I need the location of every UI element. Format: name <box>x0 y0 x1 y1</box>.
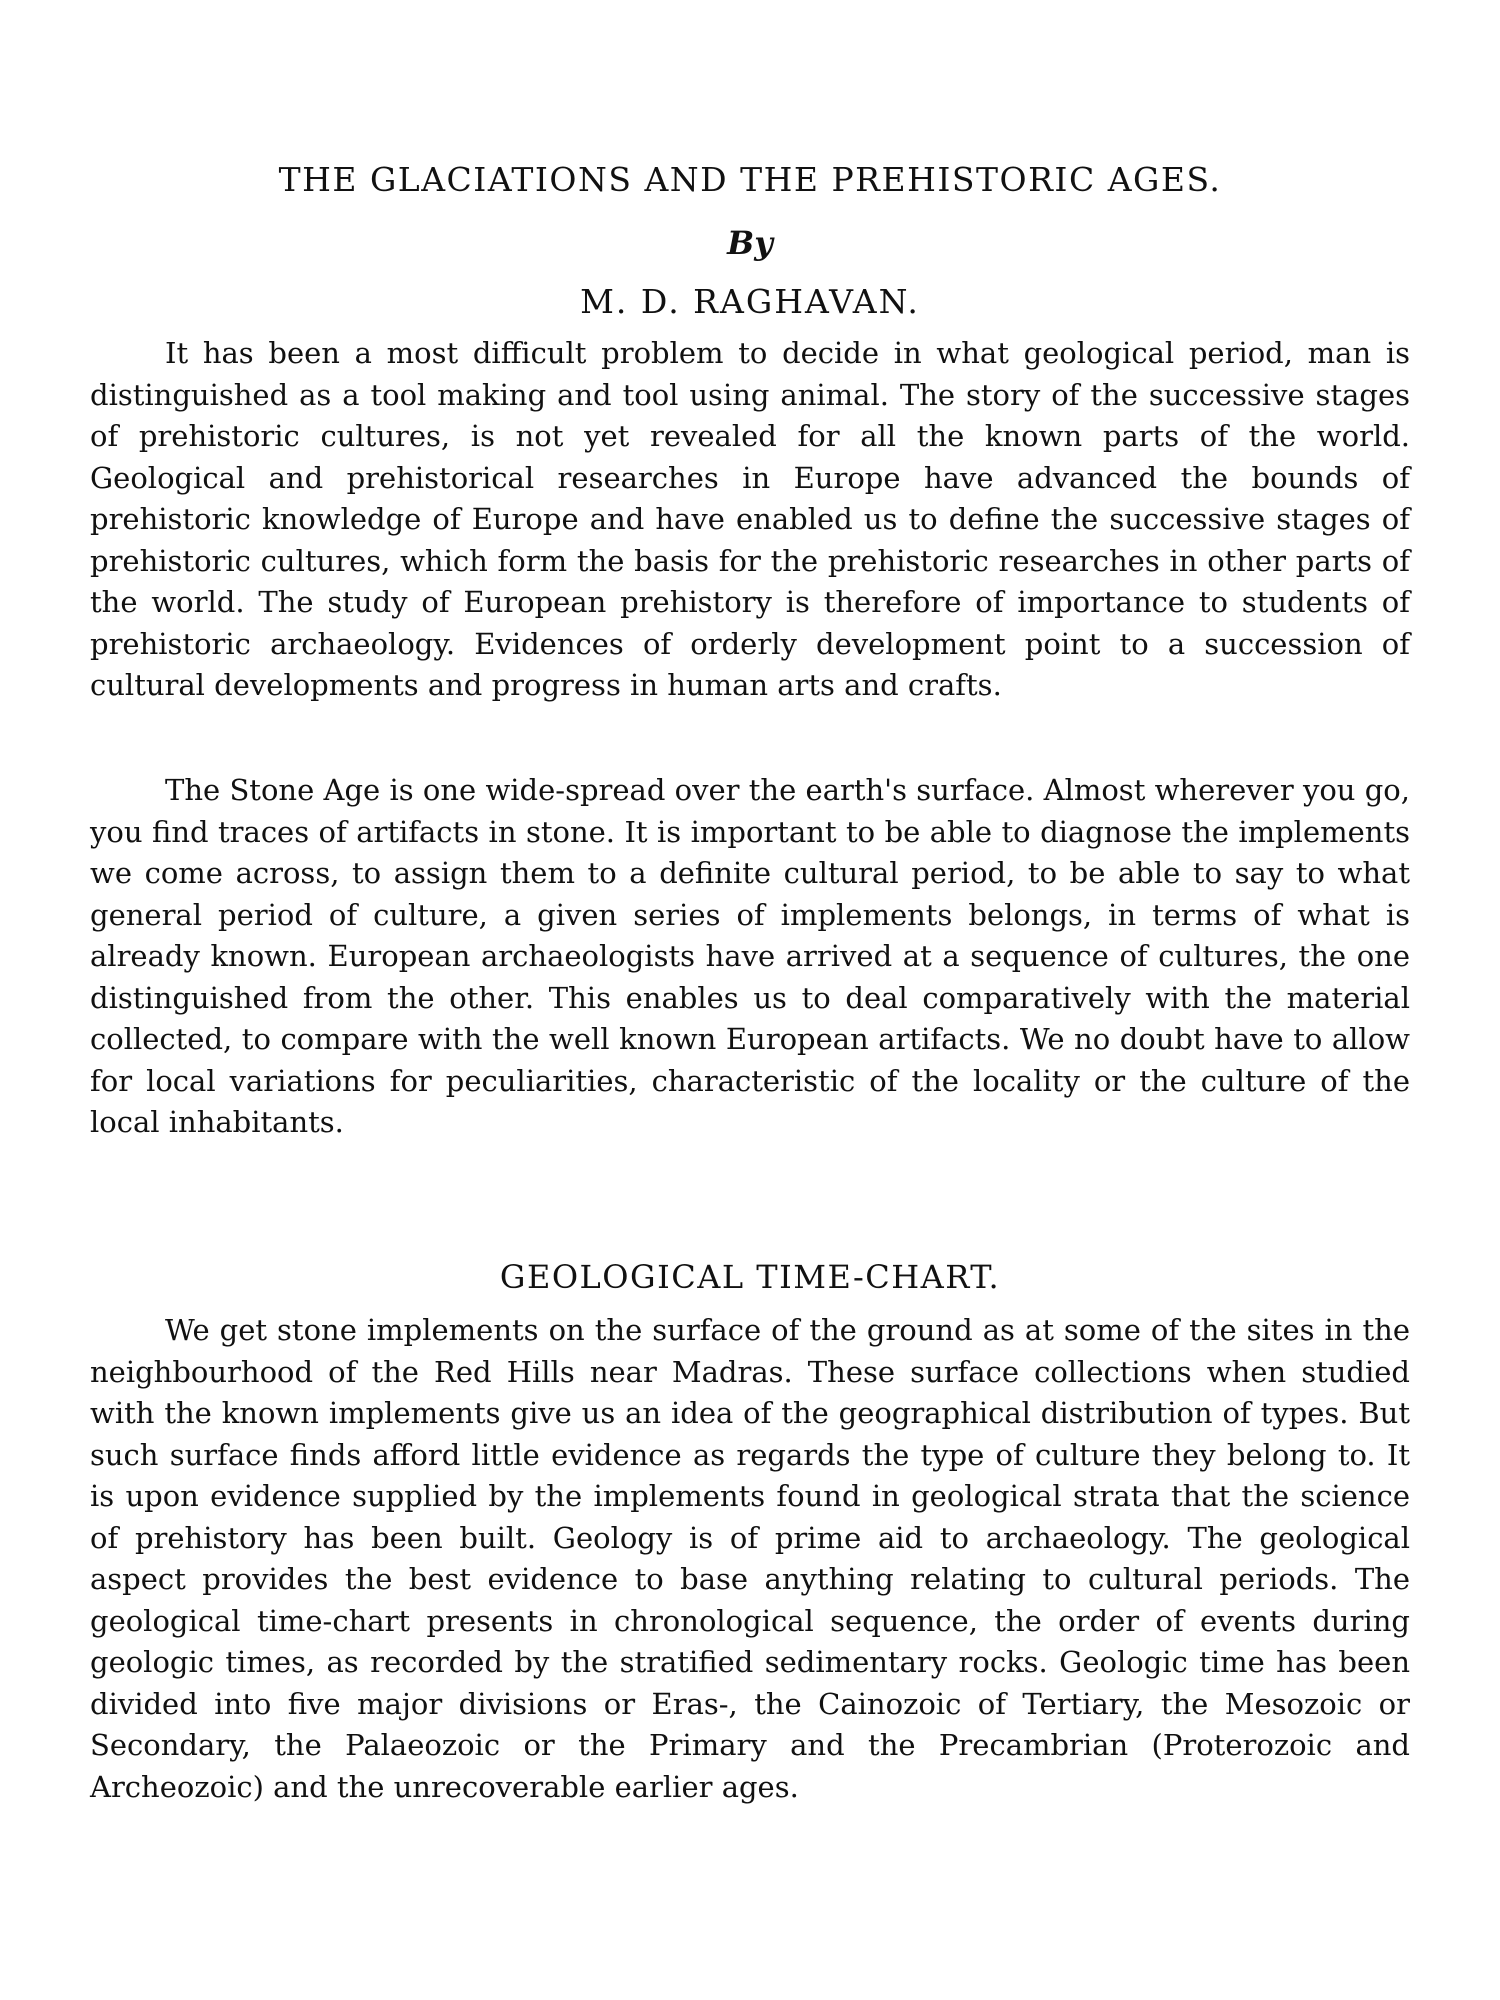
section-heading: GEOLOGICAL TIME-CHART. <box>499 1258 1001 1296</box>
paragraph: We get stone implements on the surface of the ground as at some of the sites in the neighbourhood of the Red Hills near Madras. These surface collections when studied with the known implements give us an idea of the geographical distribution of types. But such surface finds afford little evidence as regards the type of culture they belong to. It is upon evidence supplied by the implements found in geological strata that the science of prehistory has been built. Geology is of prime aid to archaeology. The geological aspect provides the best evidence to base anything relating to cultural periods. The geological time-chart presents in chronological sequence, the order of events during geologic times, as recorded by the stratified sedimentary rocks. Geologic time has been divided into five major divisions or Eras-, the Cainozoic of Tertiary, the Mesozoic or Secondary, the Palaeozoic or the Primary and the Precambrian (Proterozoic and Archeozoic) and the unrecoverable earlier ages. <box>90 1313 1410 1804</box>
paragraph: It has been a most difficult problem to decide in what geological period, man is distinguished as a tool making and tool using animal. The story of the successive stages of prehistoric cultures, is not yet revealed for all the known parts of the world. Geological and prehistorical researches in Europe have advanced the bounds of prehistoric knowledge of Europe and have enabled us to define the successive stages of prehistoric cultures, which form the basis for the prehistoric researches in other parts of the world. The study of European prehistory is therefore of importance to students of prehistoric archaeology. Evidences of orderly development point to a succession of cultural developments and progress in human arts and crafts. <box>90 336 1410 702</box>
author-name: M. D. RAGHAVAN. <box>580 282 920 321</box>
byline: By <box>727 224 773 262</box>
article-title: THE GLACIATIONS AND THE PREHISTORIC AGES. <box>278 160 1222 199</box>
paragraph: The Stone Age is one wide-spread over the earth's surface. Almost wherever you go, you find traces of artifacts in stone. It is important to be able to diagnose the implements we come across, to assign them to a definite cultural period, to be able to say to what general period of culture, a given series of implements belongs, in terms of what is already known. European archaeologists have arrived at a sequence of cultures, the one distinguished from the other. This enables us to deal comparatively with the material collected, to compare with the well known European artifacts. We no doubt have to allow for local variations for peculiarities, characteristic of the locality or the culture of the local inhabitants. <box>90 773 1410 1139</box>
